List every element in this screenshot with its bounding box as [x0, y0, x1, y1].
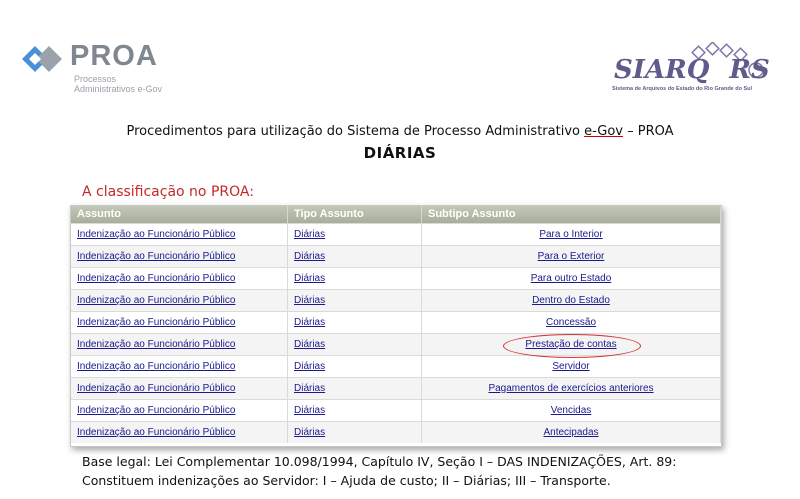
subtipo-link[interactable]: Antecipadas: [543, 426, 599, 438]
table-cell-assunto: [71, 311, 288, 333]
tipo-link[interactable]: Diárias: [294, 316, 326, 328]
proa-tagline-1: Processos: [74, 74, 117, 84]
table-row: [71, 377, 721, 399]
table-cell-assunto: [71, 399, 288, 421]
table-cell-assunto: [71, 289, 288, 311]
assunto-link[interactable]: Indenização ao Funcionário Público: [77, 250, 236, 262]
table-cell-assunto: [71, 223, 288, 245]
table-cell-subtipo: [422, 267, 721, 289]
title-before: Procedimentos para utilização do Sistema de Processo Administrativo: [126, 124, 585, 139]
table-cell-assunto: [71, 267, 288, 289]
table-cell-tipo: [288, 311, 422, 333]
table-cell-subtipo: [422, 289, 721, 311]
assunto-link[interactable]: Indenização ao Funcionário Público: [77, 360, 236, 372]
table-cell-subtipo: [422, 399, 721, 421]
document-subtitle: DIÁRIAS: [363, 144, 437, 162]
table-cell-tipo: [288, 377, 422, 399]
assunto-link[interactable]: Indenização ao Funcionário Público: [77, 294, 236, 306]
tipo-link[interactable]: Diárias: [294, 360, 326, 372]
proa-tagline-2: Administrativos e-Gov: [74, 84, 163, 94]
assunto-link[interactable]: Indenização ao Funcionário Público: [77, 228, 236, 240]
proa-diamond-icon: [22, 44, 68, 74]
table-row: [71, 289, 721, 311]
table-cell-assunto: [71, 355, 288, 377]
classification-table: [70, 205, 722, 447]
subtipo-link[interactable]: Concessão: [545, 316, 597, 328]
proa-wordmark: PROA: [70, 40, 158, 72]
table-cell-tipo: [288, 289, 422, 311]
assunto-link[interactable]: Indenização ao Funcionário Público: [77, 426, 236, 438]
legal-line-1: Base legal: Lei Complementar 10.098/1994, Capítulo IV, Seção I – DAS INDENIZAÇÕES, Art. 89:: [82, 454, 677, 469]
tipo-link[interactable]: Diárias: [294, 272, 326, 284]
tipo-link[interactable]: Diárias: [294, 250, 326, 262]
subtipo-link[interactable]: Para outro Estado: [530, 272, 612, 284]
table-cell-tipo: [288, 245, 422, 267]
subtipo-link[interactable]: Servidor: [552, 360, 590, 372]
table-row: [71, 245, 721, 267]
tipo-link[interactable]: Diárias: [294, 426, 326, 438]
table-row: [71, 311, 721, 333]
assunto-link[interactable]: Indenização ao Funcionário Público: [77, 338, 236, 350]
table-cell-subtipo: [422, 421, 721, 443]
table-cell-tipo: [288, 355, 422, 377]
table-row: [71, 267, 721, 289]
header-tipo-assunto[interactable]: Tipo Assunto: [288, 206, 422, 223]
title-egov: e-Gov: [584, 124, 623, 139]
subtipo-link[interactable]: Prestação de contas: [525, 338, 617, 350]
legal-line-2: Constituem indenizações ao Servidor: I – Ajuda de custo; II – Diárias; III – Transporte.: [82, 473, 611, 488]
assunto-link[interactable]: Indenização ao Funcionário Público: [77, 382, 236, 394]
tipo-link[interactable]: Diárias: [294, 338, 326, 350]
tipo-link[interactable]: Diárias: [294, 228, 326, 240]
section-heading: A classificação no PROA:: [82, 184, 254, 200]
siarq-wordmark: SIARQ RS: [614, 55, 770, 85]
header-subtipo-assunto[interactable]: Subtipo Assunto: [422, 206, 721, 223]
table-cell-subtipo: [422, 311, 721, 333]
subtipo-link[interactable]: Para o Exterior: [537, 250, 605, 262]
table-cell-subtipo: [422, 355, 721, 377]
document-title: [0, 124, 800, 139]
assunto-link[interactable]: Indenização ao Funcionário Público: [77, 404, 236, 416]
highlight-circle: [503, 334, 641, 358]
table-row: [71, 421, 721, 443]
tipo-link[interactable]: Diárias: [294, 404, 326, 416]
table-cell-tipo: [288, 223, 422, 245]
table-cell-tipo: [288, 399, 422, 421]
subtipo-link[interactable]: Dentro do Estado: [532, 294, 610, 306]
header-assunto[interactable]: Assunto: [71, 206, 288, 223]
table-cell-assunto: [71, 245, 288, 267]
table-cell-subtipo: [422, 245, 721, 267]
table-cell-subtipo: [422, 223, 721, 245]
proa-logo: [22, 42, 182, 98]
table-cell-assunto: [71, 333, 288, 355]
assunto-link[interactable]: Indenização ao Funcionário Público: [77, 316, 236, 328]
table-cell-tipo: [288, 333, 422, 355]
table-row: [71, 355, 721, 377]
title-after: – PROA: [622, 124, 674, 139]
table-cell-assunto: [71, 377, 288, 399]
legal-basis: [82, 452, 676, 490]
tipo-link[interactable]: Diárias: [294, 294, 326, 306]
assunto-link[interactable]: Indenização ao Funcionário Público: [77, 272, 236, 284]
table-cell-assunto: [71, 421, 288, 443]
subtipo-link[interactable]: Vencidas: [550, 404, 592, 416]
table-cell-tipo: [288, 421, 422, 443]
siarq-logo: [608, 42, 788, 94]
table-cell-tipo: [288, 267, 422, 289]
subtipo-link[interactable]: Para o Interior: [539, 228, 603, 240]
subtipo-link[interactable]: Pagamentos de exercícios anteriores: [488, 382, 654, 394]
siarq-subtitle: Sistema de Arquivos do Estado do Rio Grande do Sul: [612, 86, 753, 92]
table-cell-subtipo: [422, 377, 721, 399]
table-row: [71, 399, 721, 421]
tipo-link[interactable]: Diárias: [294, 382, 326, 394]
table-header-row: [71, 206, 721, 223]
table-row: [71, 223, 721, 245]
